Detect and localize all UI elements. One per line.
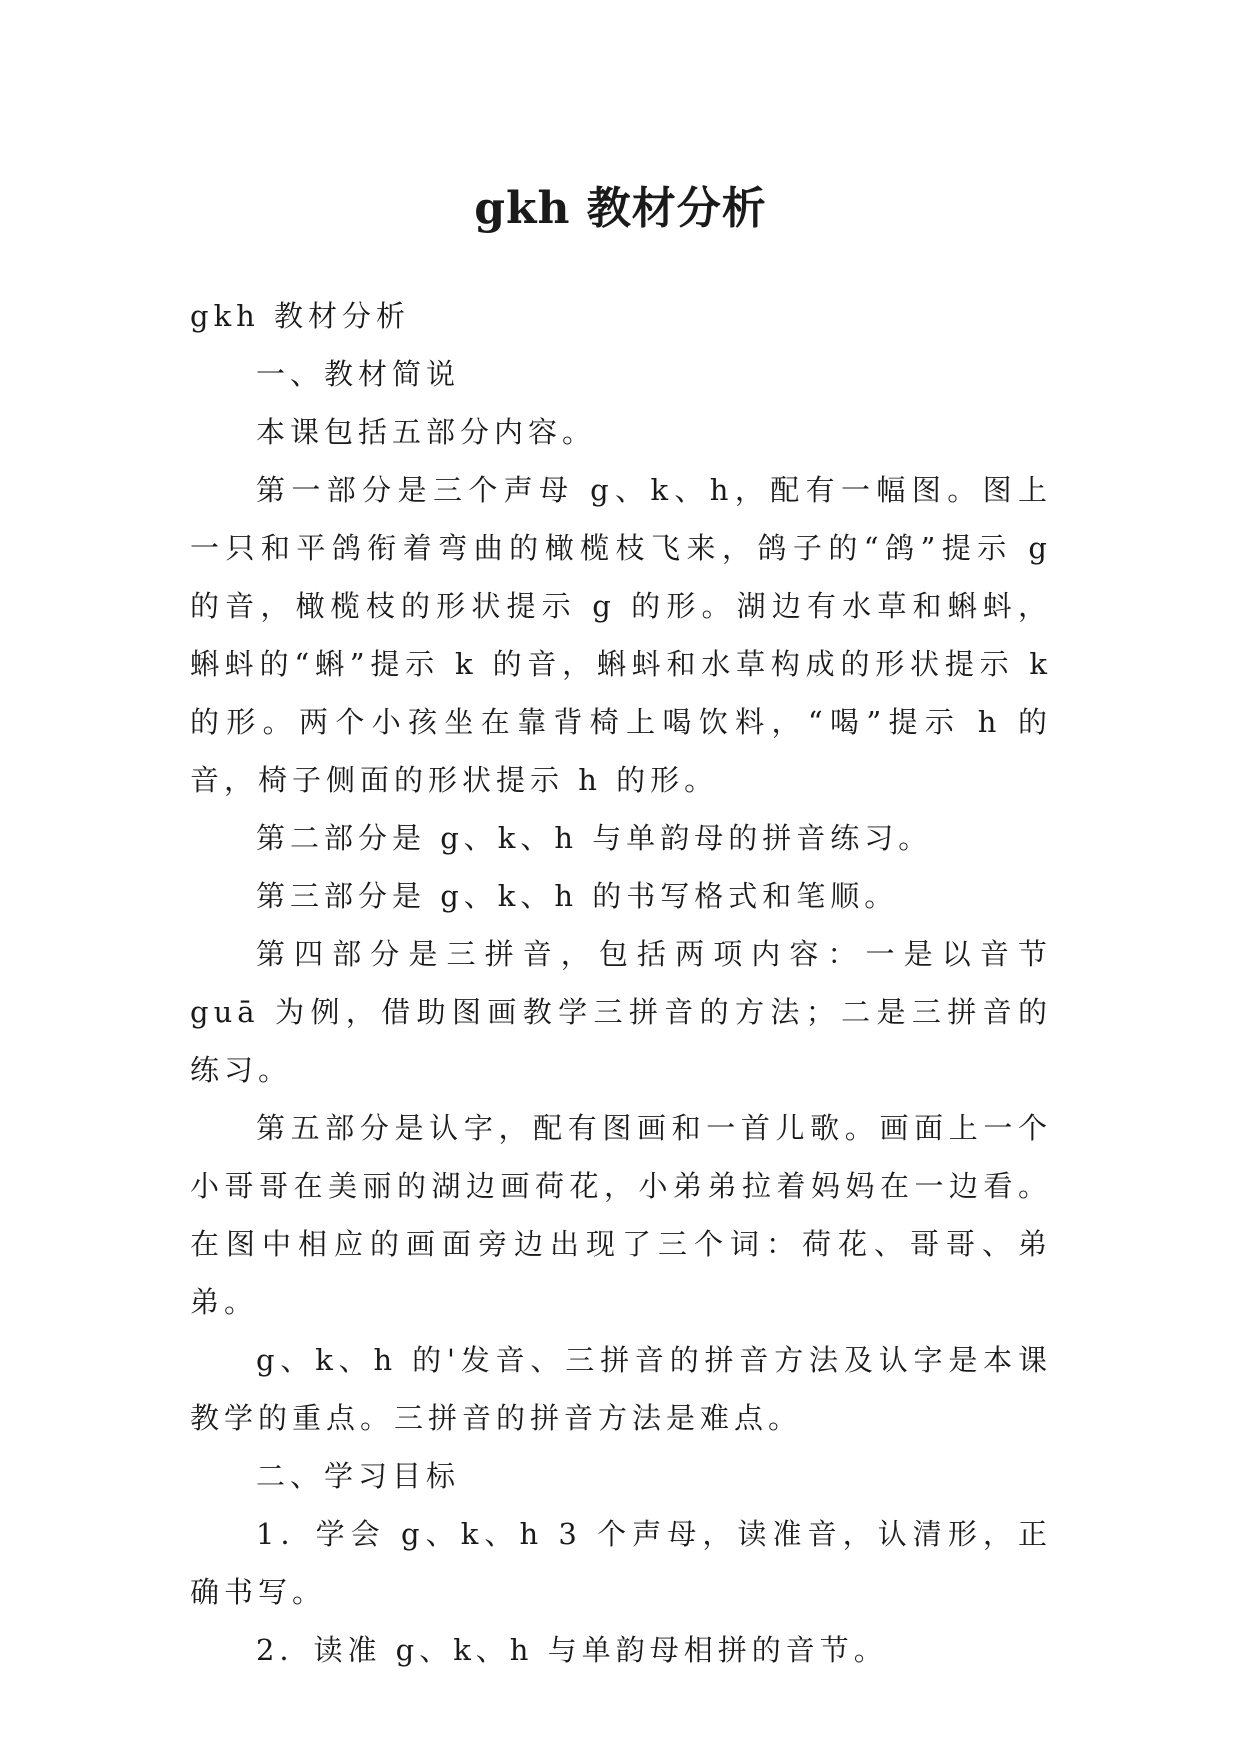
- body-paragraph: 第一部分是三个声母 g、k、h，配有一幅图。图上一只和平鸽衔着弯曲的橄榄枝飞来，鸽子的“鸽”提示 g 的音，橄榄枝的形状提示 g 的形。湖边有水草和蝌蚪，蝌蚪的“蝌”提示 k 的音，蝌蚪和水草构成的形状提示 k 的形。两个小孩坐在靠背椅上喝饮料，“喝”提示 h 的音，椅子侧面的形状提示 h 的形。: [190, 473, 1052, 797]
- list-item: 2．读准 g、k、h 与单韵母相拼的音节。: [256, 1633, 888, 1667]
- body-paragraph: 第五部分是认字，配有图画和一首儿歌。画面上一个小哥哥在美丽的湖边画荷花，小弟弟拉着妈妈在一边看。在图中相应的画面旁边出现了三个词：荷花、哥哥、弟弟。: [190, 1111, 1052, 1319]
- section-heading: 一、教材简说: [256, 357, 461, 391]
- body-paragraph: gkh 教材分析: [190, 299, 411, 333]
- document-title: gkh 教材分析: [474, 183, 767, 235]
- section-heading: 二、学习目标: [256, 1459, 461, 1493]
- document-body: [190, 287, 1052, 1679]
- body-paragraph: g、k、h 的'发音、三拼音的拼音方法及认字是本课教学的重点。三拼音的拼音方法是难点。: [190, 1343, 1052, 1435]
- body-paragraph: 第四部分是三拼音，包括两项内容：一是以音节 guā 为例，借助图画教学三拼音的方法；二是三拼音的练习。: [190, 937, 1052, 1087]
- list-item: 1．学会 g、k、h 3 个声母，读准音，认清形，正确书写。: [190, 1517, 1052, 1609]
- body-paragraph: 本课包括五部分内容。: [256, 415, 597, 449]
- body-paragraph: 第二部分是 g、k、h 与单韵母的拼音练习。: [256, 821, 933, 855]
- body-paragraph: 第三部分是 g、k、h 的书写格式和笔顺。: [256, 879, 899, 913]
